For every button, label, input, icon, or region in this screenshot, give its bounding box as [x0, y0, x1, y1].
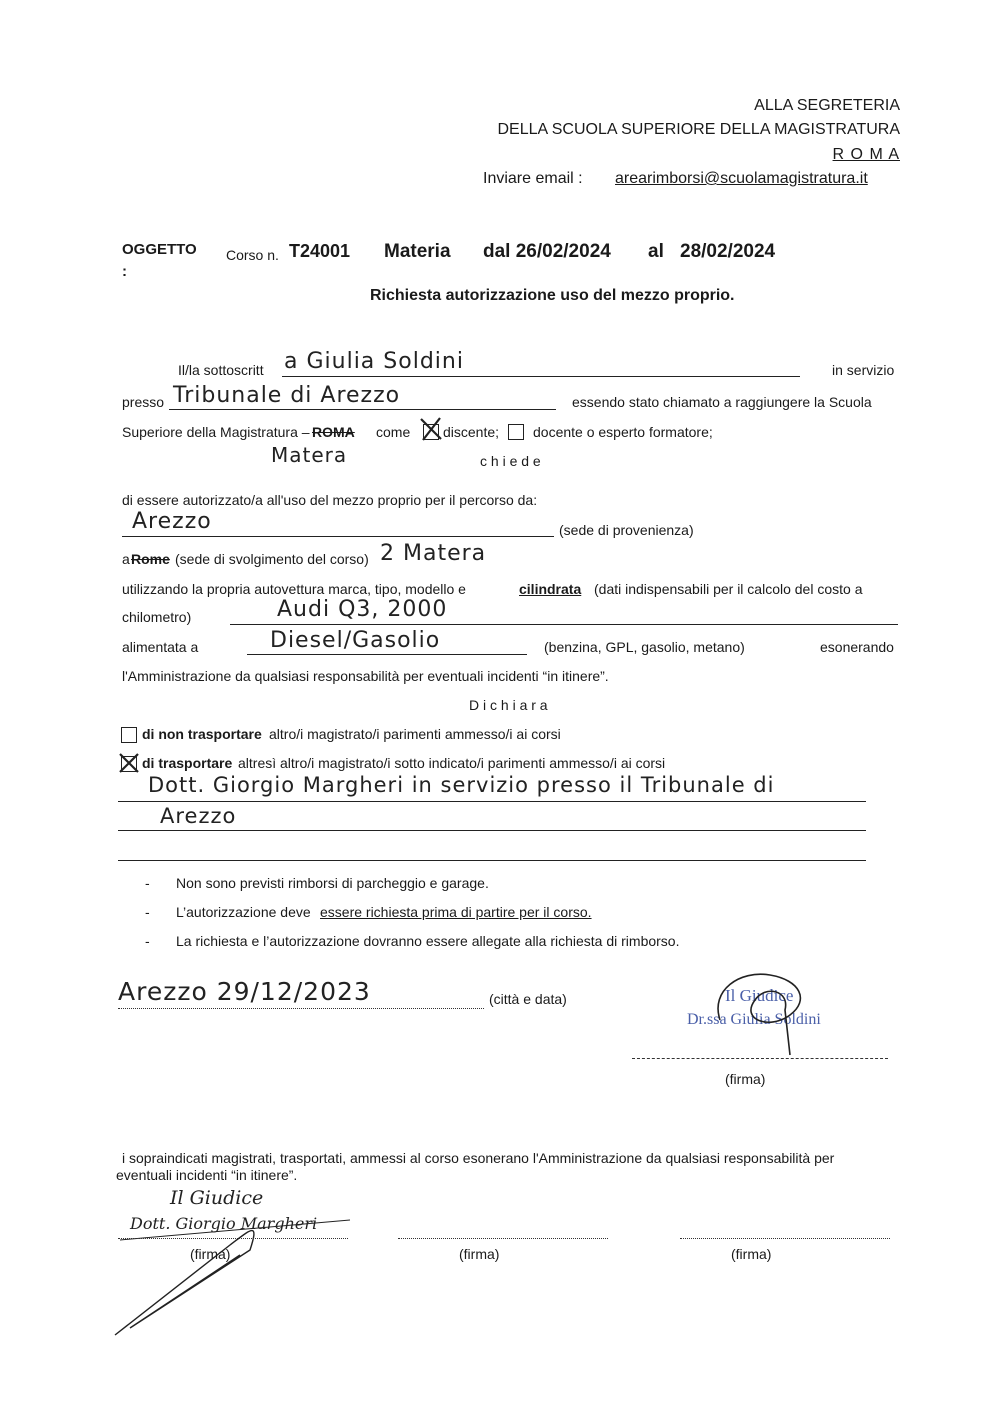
- footer-text-2: eventuali incidenti “in itinere”.: [116, 1167, 298, 1183]
- from-handwritten[interactable]: Arezzo: [132, 509, 212, 534]
- docente-label: docente o esperto formatore;: [533, 424, 713, 440]
- note-2-text: L’autorizzazione deve: [176, 904, 311, 920]
- utilizzando-text: utilizzando la propria autovettura marca, tipo, modello e: [122, 581, 466, 597]
- addressee-city: R O M A: [832, 146, 900, 163]
- alimentata-label: alimentata a: [122, 639, 199, 655]
- place-date-line: [118, 1008, 484, 1009]
- autorizzato-text: di essere autorizzato/a all'uso del mezzo proprio per il percorso da:: [122, 492, 538, 508]
- footer-sig-line-3: [680, 1238, 890, 1239]
- car-line: [230, 624, 898, 625]
- corso-number: T24001: [289, 241, 351, 261]
- a-label: a: [122, 551, 130, 567]
- non-trasportare-checkbox[interactable]: [121, 727, 137, 743]
- in-servizio-label: in servizio: [832, 362, 895, 378]
- bullet-2: -: [145, 904, 150, 920]
- date-to: 28/02/2024: [680, 241, 776, 262]
- discente-label: discente;: [443, 424, 500, 440]
- car-handwritten[interactable]: Audi Q3, 2000: [277, 597, 448, 622]
- stamp-line-2: Dr.ssa Giulia Soldini: [687, 1011, 821, 1028]
- sottoscritto-handwritten[interactable]: a Giulia Soldini: [284, 349, 464, 374]
- date-al-label: al: [648, 241, 664, 262]
- docente-checkbox[interactable]: [508, 424, 524, 440]
- addressee-line-2: DELLA SCUOLA SUPERIORE DELLA MAGISTRATURA: [497, 121, 900, 138]
- place-date-handwritten[interactable]: Arezzo 29/12/2023: [118, 977, 371, 1006]
- footer-sig-1-name: Dott. Giorgio Margheri: [130, 1214, 318, 1233]
- bullet-3: -: [145, 933, 150, 949]
- come-label: come: [376, 424, 411, 440]
- addressee-line-1: ALLA SEGRETERIA: [754, 97, 900, 114]
- chilometro-label: chilometro): [122, 609, 192, 625]
- stamp-line-1: Il Giudice: [725, 986, 794, 1005]
- passenger-handwritten-2[interactable]: Arezzo: [160, 804, 237, 828]
- bullet-1: -: [145, 875, 150, 891]
- signature-scribble-icon: [700, 960, 820, 1060]
- note-1: Non sono previsti rimborsi di parcheggio e garage.: [176, 875, 489, 891]
- footer-sig-1-title: Il Giudice: [170, 1187, 264, 1209]
- passenger-line-3: [118, 860, 866, 861]
- esonerando-text: esonerando: [820, 639, 894, 655]
- roma-struck: ROMA: [312, 424, 355, 440]
- request-title: Richiesta autorizzazione uso del mezzo proprio.: [370, 287, 735, 304]
- fuel-options: (benzina, GPL, gasolio, metano): [544, 639, 745, 655]
- dichiara-label: D i c h i a r a: [469, 697, 548, 713]
- materia-label: Materia: [384, 241, 451, 262]
- non-trasportare-bold: di non trasportare: [142, 726, 262, 742]
- superiore-text: Superiore della Magistratura –: [122, 424, 310, 440]
- rome-struck: Rome: [131, 551, 170, 567]
- date-from: dal 26/02/2024: [483, 241, 611, 262]
- footer-firma-3: (firma): [731, 1246, 772, 1262]
- matera-handwritten: Matera: [271, 443, 348, 467]
- presso-handwritten[interactable]: Tribunale di Arezzo: [173, 383, 401, 408]
- to-handwritten[interactable]: 2 Matera: [380, 541, 487, 566]
- footer-text-1: i sopraindicati magistrati, trasportati, ammessi al corso esonerano l'Amministrazione da qualsiasi responsabilità per: [122, 1150, 835, 1166]
- note-3: La richiesta e l’autorizzazione dovranno essere allegate alla richiesta di rimborso.: [176, 933, 680, 949]
- non-trasportare-text: altro/i magistrato/i parimenti ammesso/i ai corsi: [269, 726, 561, 742]
- trasportare-text: altresì altro/i magistrato/i sotto indicato/i parimenti ammesso/i ai corsi: [238, 755, 666, 771]
- essendo-text: essendo stato chiamato a raggiungere la Scuola: [572, 394, 872, 410]
- sede-provenienza-label: (sede di provenienza): [559, 522, 694, 538]
- presso-line: [169, 409, 556, 410]
- presso-label: presso: [122, 394, 165, 410]
- email-link[interactable]: arearimborsi@scuolamagistratura.it: [615, 170, 868, 187]
- passenger-line-2: [118, 830, 866, 831]
- passenger-line-1: [118, 801, 866, 802]
- signature-label: (firma): [725, 1071, 766, 1087]
- discente-check-mark-icon: [418, 416, 444, 442]
- note-2-underlined: essere richiesta prima di partire per il corso.: [320, 904, 592, 920]
- oggetto-label: OGGETTO: [122, 241, 197, 258]
- cilindrata-label: cilindrata: [519, 581, 582, 597]
- sottoscritto-line: [282, 376, 800, 377]
- passenger-handwritten-1[interactable]: Dott. Giorgio Margheri in servizio presso il Tribunale di: [148, 773, 775, 797]
- sottoscritto-label: Il/la sottoscritt: [178, 362, 264, 378]
- sede-svolgimento-label: (sede di svolgimento del corso): [175, 551, 369, 567]
- fuel-line: [247, 654, 527, 655]
- email-label: Inviare email :: [483, 170, 583, 187]
- oggetto-colon: :: [122, 263, 127, 280]
- fuel-handwritten[interactable]: Diesel/Gasolio: [270, 628, 441, 653]
- from-line: [122, 536, 554, 537]
- signature-line: [632, 1058, 888, 1059]
- footer-sig-line-1: [118, 1238, 348, 1239]
- place-date-label: (città e data): [489, 991, 567, 1007]
- footer-signature-scribble-icon: [110, 1190, 360, 1340]
- footer-sig-line-2: [398, 1238, 608, 1239]
- corso-label: Corso n.: [226, 247, 279, 263]
- footer-firma-2: (firma): [459, 1246, 500, 1262]
- dati-text: (dati indispensabili per il calcolo del costo a: [594, 581, 863, 597]
- amministrazione-text: l'Amministrazione da qualsiasi responsabilità per eventuali incidenti “in itinere”.: [122, 668, 609, 684]
- footer-firma-1: (firma): [190, 1246, 231, 1262]
- trasportare-check-mark-icon: [117, 751, 141, 775]
- chiede-label: c h i e d e: [480, 453, 541, 469]
- trasportare-bold: di trasportare: [142, 755, 233, 771]
